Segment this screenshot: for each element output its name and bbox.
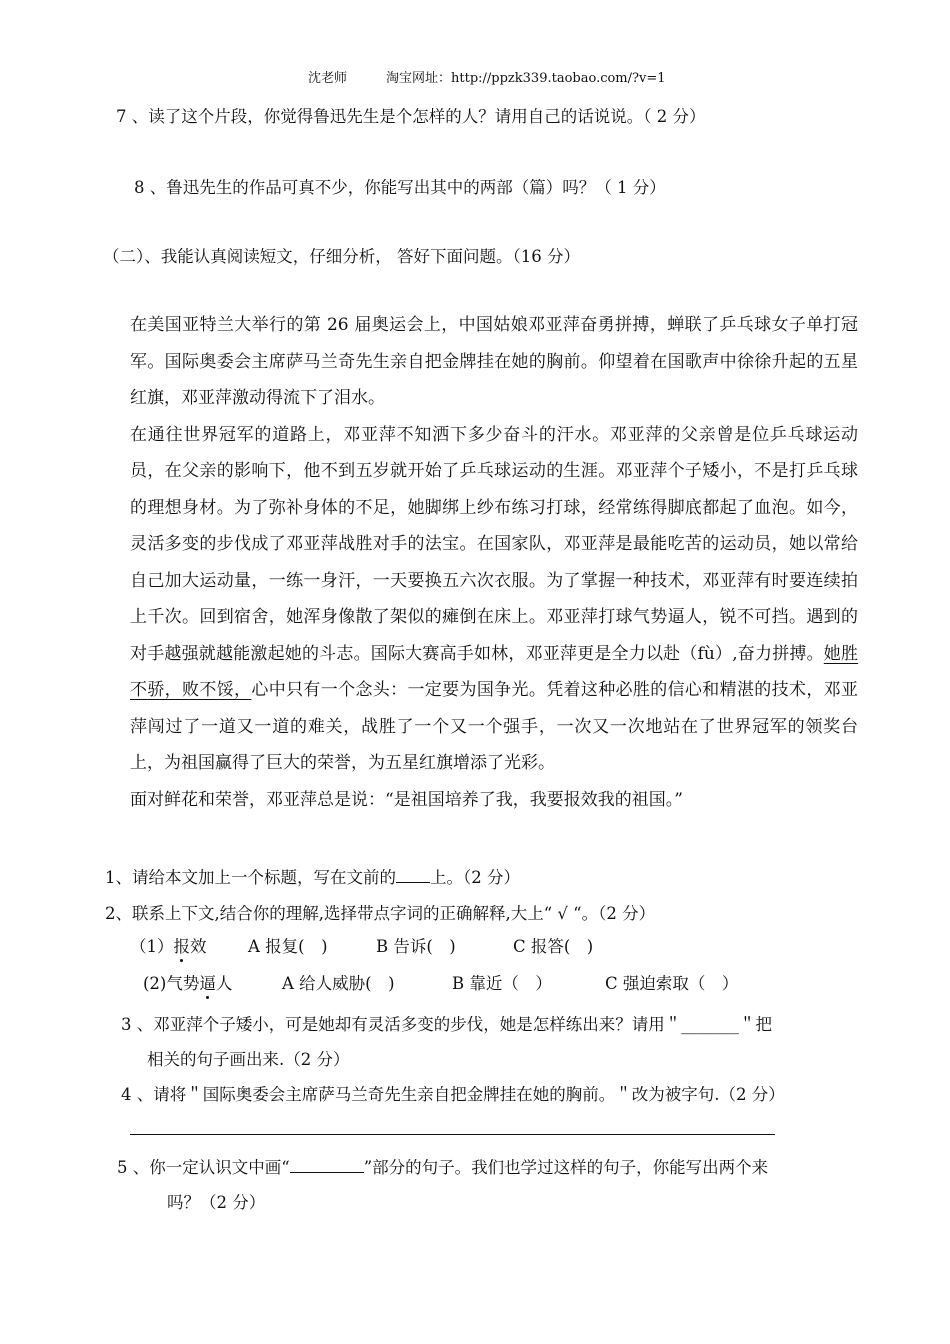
subquestion-5-line-2: 吗？（2 分） [167, 1193, 266, 1212]
underline-sample [290, 1157, 364, 1173]
item-1-word-rest: 效 [190, 937, 207, 956]
header-teacher: 沈老师 [308, 71, 348, 86]
question-7: 7 、读了这个片段，你觉得鲁迅先生是个怎样的人？请用自己的话说说。（ 2 分） [116, 107, 706, 126]
passage-paragraph-1: 在美国亚特兰大举行的第 26 届奥运会上，中国姑娘邓亚萍奋勇拼搏，蝉联了乒乓球女子单打冠军。国际奥委会主席萨马兰奇先生亲自把金牌挂在她的胸前。仰望着在国歌声中徐徐升起的五星红旗，邓亚萍激动得流下了泪水。 [130, 315, 858, 408]
subquestion-2: 2、联系上下文,结合你的理解,选择带点字词的正确解释,大上“ √ “。（2 分） [105, 904, 656, 923]
title-blank [396, 867, 430, 883]
passage-paragraph-2 [130, 417, 858, 782]
item-1-option-c: C 报答( ) [513, 937, 594, 956]
item-1-number: （1） [130, 937, 174, 956]
underlined-sentence: 她胜不骄，败不馁， [130, 643, 858, 700]
subquestion-1-text: 1、请给本文加上一个标题，写在文前的 [105, 868, 396, 887]
passage-paragraph-2-part-a: 在通往世界冠军的道路上，邓亚萍不知洒下多少奋斗的汗水。邓亚萍的父亲曾是位乒乓球运动员，在父亲的影响下，他不到五岁就开始了乒乓球运动的生涯。邓亚萍个子矮小，不是打乒乓球的理想身材。为了弥补身体的不足，她脚绑上纱布练习打球，经常练得脚底都起了血泡。如今，灵活多变的步伐成了邓亚萍战胜对手的法宝。在国家队，邓亚萍是最能吃苦的运动员，她以常给自己加大运动量，一练一身汗，一天要换五六次衣服。为了掌握一种技术，邓亚萍有时要连续拍上千次。回到宿舍，她浑身像散了架似的瘫倒在床上。邓亚萍打球气势逼人，锐不可挡。遇到的对手越强就越能激起她的斗志。国际大赛高手如林，邓亚萍更是全力以赴（fù）,奋力拼搏。 [130, 424, 858, 664]
subquestion-2-item-1 [130, 933, 207, 957]
dotted-char-bi: 逼 [199, 970, 216, 994]
section-2-title: （二）、我能认真阅读短文，仔细分析， 答好下面问题。（16 分） [103, 247, 580, 266]
reading-passage [130, 307, 858, 818]
passage-paragraph-2-part-b: 心中只有一个念头：一定要为国争光。凭着这种必胜的信心和精湛的技术，邓亚萍闯过了一道又一道的难关，战胜了一个又一个强手，一次又一次地站在了世界冠军的领奖台上，为祖国赢得了巨大的荣誉，为五星红旗增添了光彩。 [130, 680, 858, 773]
subquestion-5-text-a: 5 、你一定认识文中画“ [117, 1158, 290, 1177]
item-1-option-a: A 报复( ) [248, 937, 328, 956]
question-8: 8 、鲁迅先生的作品可真不少，你能写出其中的两部（篇）吗？（ 1 分） [134, 178, 666, 197]
subquestion-1 [105, 864, 520, 888]
item-2-word-post: 人 [215, 974, 233, 993]
subquestion-2-item-2 [143, 970, 232, 994]
subquestion-3-line-2: 相关的句子画出来.（2 分） [147, 1050, 350, 1069]
item-2-option-b: B 靠近（ ） [452, 974, 552, 993]
answer-line [130, 1134, 775, 1135]
item-2-option-a: A 给人威胁( ) [282, 974, 395, 993]
subquestion-5-line-1 [117, 1154, 768, 1178]
item-2-number: (2) [143, 974, 167, 993]
item-1-option-b: B 告诉( ) [376, 937, 456, 956]
header-shop-url: 淘宝网址：http://ppzk339.taobao.com/?v=1 [386, 71, 666, 86]
subquestion-5-text-b: ”部分的句子。我们也学过这样的句子，你能写出两个来 [363, 1158, 769, 1177]
subquestion-3-line-1: 3 、邓亚萍个子矮小，可是她却有灵活多变的步伐，她是怎样练出来？请用＂_______＂把 [121, 1015, 772, 1034]
dotted-char-bao: 报 [174, 933, 191, 957]
subquestion-1-points: 上。（2 分） [430, 868, 520, 887]
item-2-option-c: C 强迫索取（ ） [605, 974, 739, 993]
subquestion-4: 4 、请将＂国际奥委会主席萨马兰奇先生亲自把金牌挂在她的胸前。＂改为被字句.（2 分） [121, 1085, 785, 1104]
passage-paragraph-3: 面对鲜花和荣誉，邓亚萍总是说：“是祖国培养了我，我要报效我的祖国。” [130, 789, 683, 810]
item-2-word-pre: 气势 [166, 974, 200, 993]
